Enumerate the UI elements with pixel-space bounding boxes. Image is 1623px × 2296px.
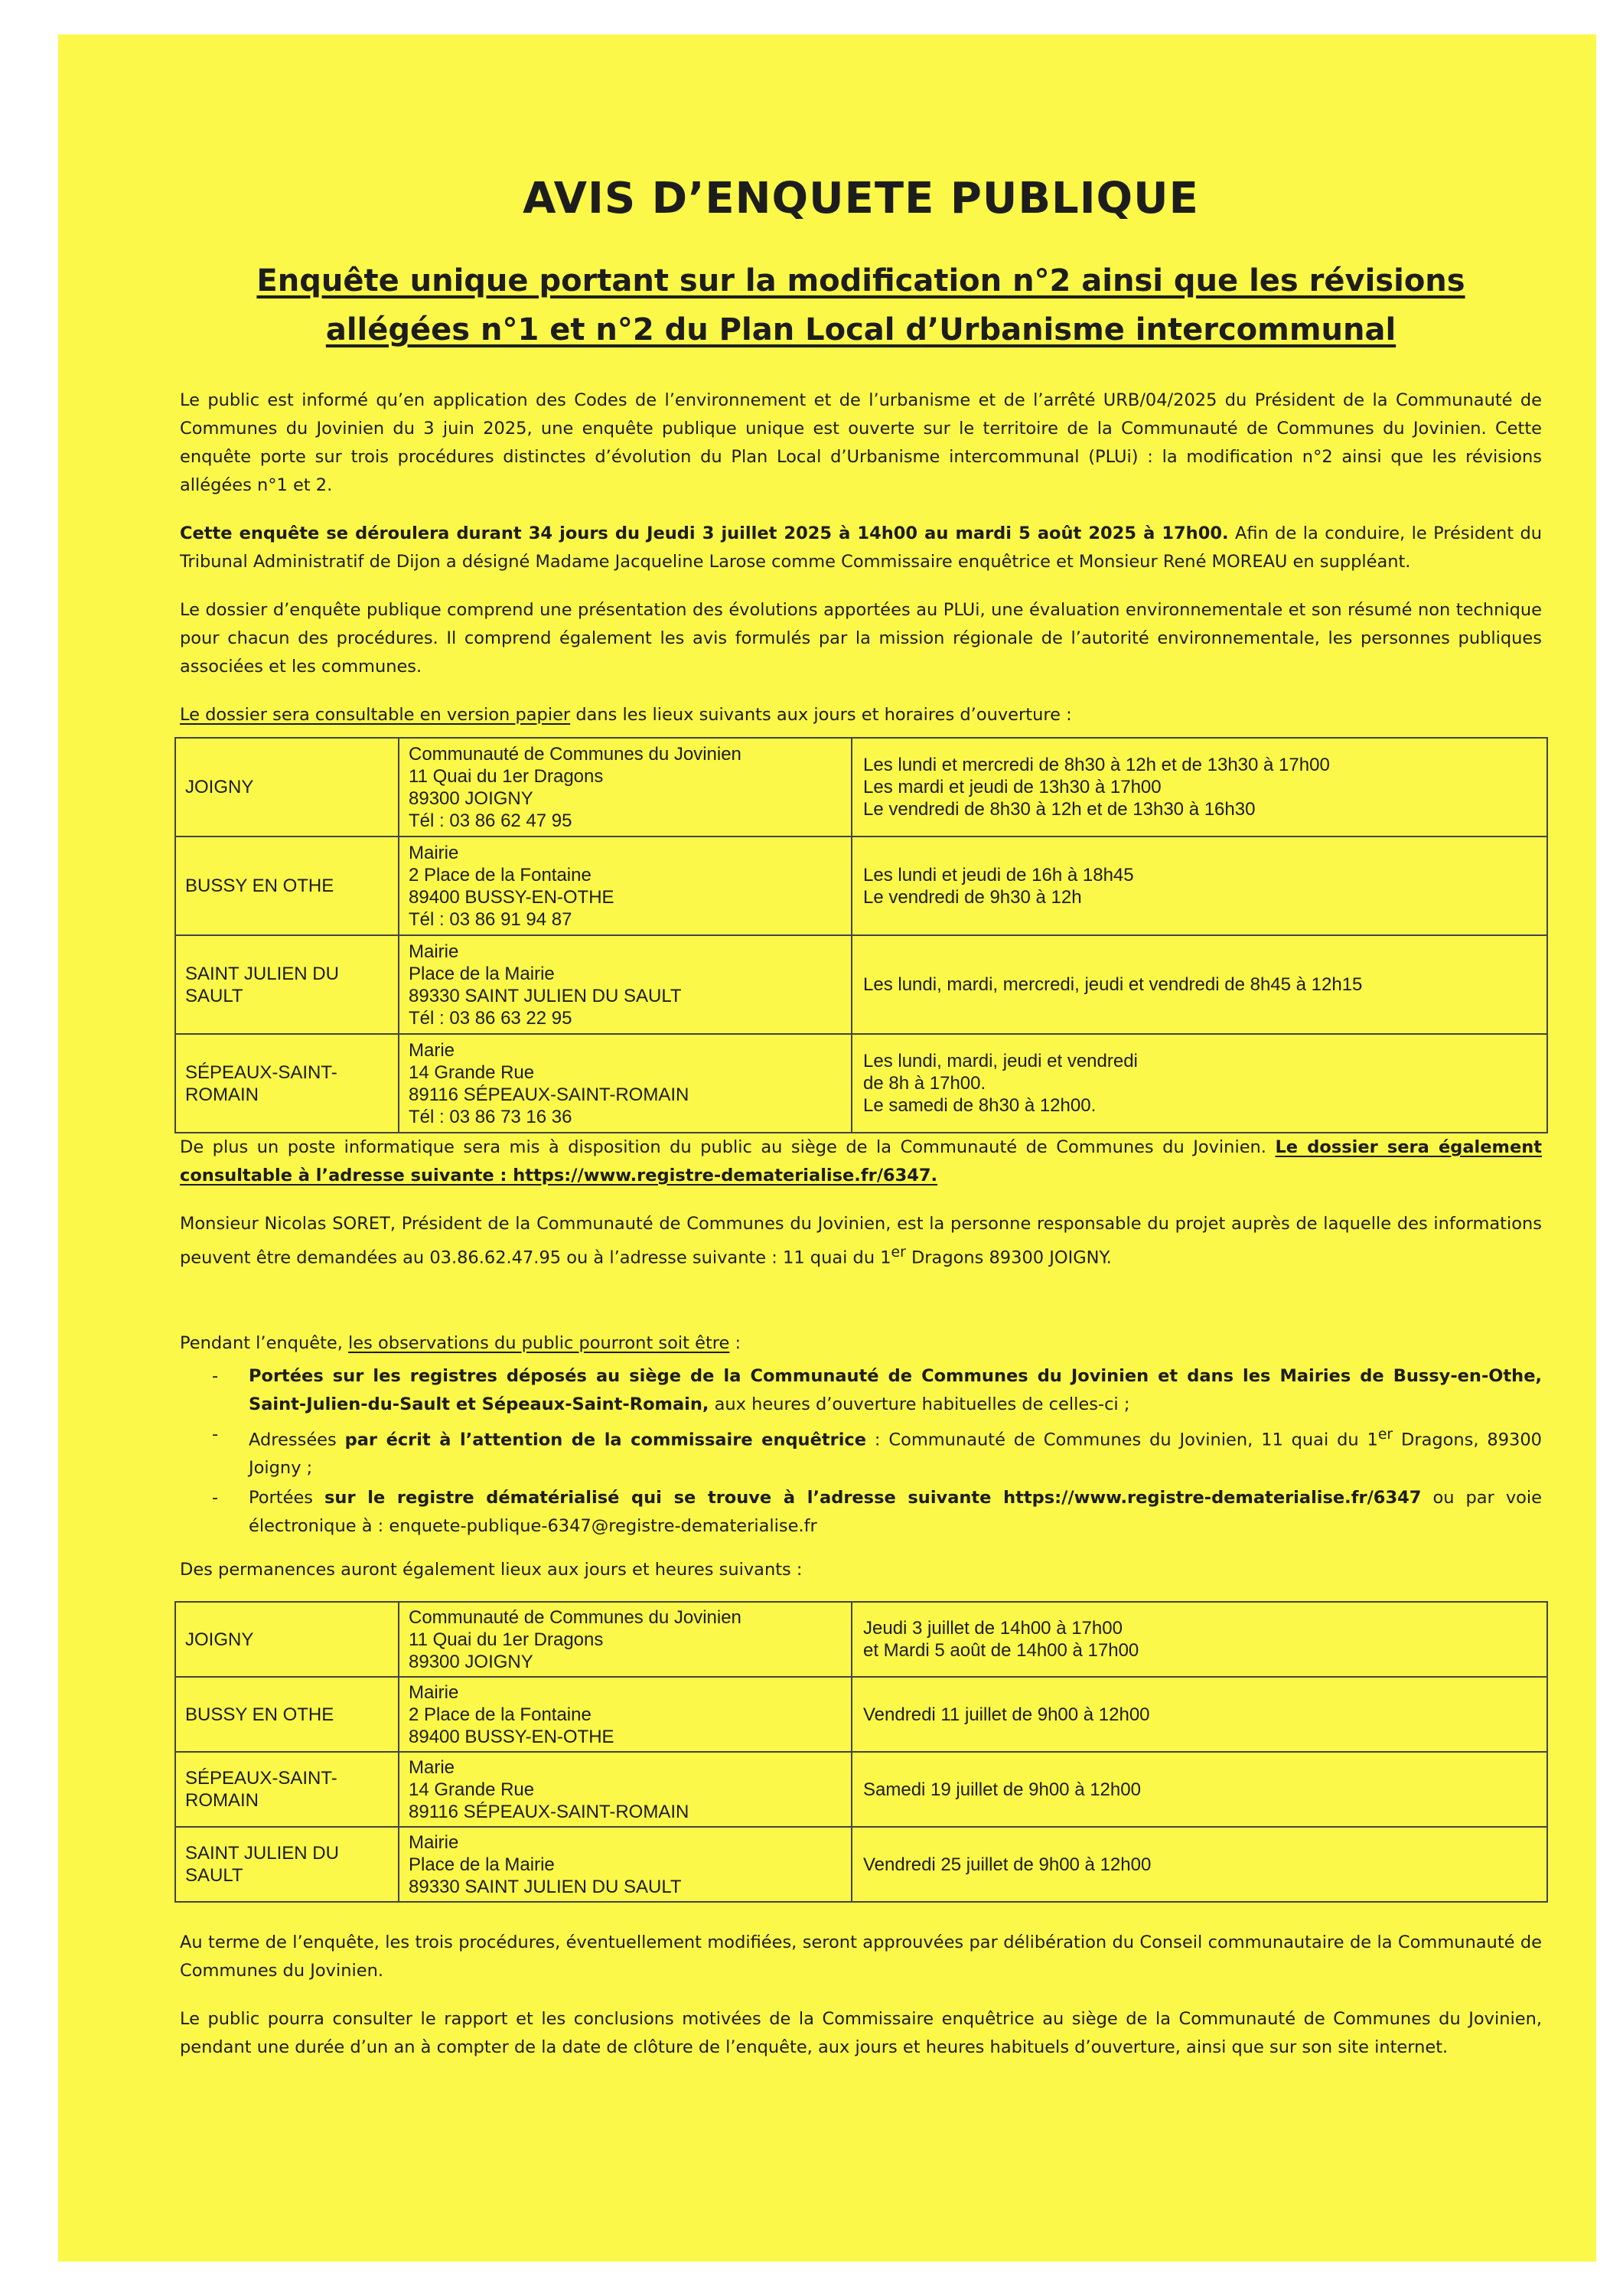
hours-cell <box>852 1034 1547 1133</box>
address-cell-line: 89300 JOIGNY <box>409 788 533 809</box>
address-cell <box>399 1034 852 1133</box>
hours-cell <box>852 738 1547 837</box>
address-cell-line: Tél : 03 86 73 16 36 <box>409 1106 572 1127</box>
hours-cell-line: de 8h à 17h00. <box>863 1073 986 1094</box>
subtitle-line-2: allégées n°1 et n°2 du Plan Local d’Urbanisme intercommunal <box>325 312 1396 347</box>
dossier-paragraph: Le dossier d’enquête publique comprend une présentation des évolutions apportées au PLUi, une évaluation environnementale et son résumé non technique pour chacun des procédures. Il comprend également les avis formulés par la mission régionale de l’autorité environnementale, les personnes publiques associées et les communes. <box>180 600 1542 677</box>
place-cell <box>175 1827 399 1902</box>
address-cell-line: Marie <box>409 1756 455 1778</box>
consult-rest: dans les lieux suivants aux jours et horaires d’ouverture : <box>570 705 1072 725</box>
hours-cell <box>852 837 1547 935</box>
address-cell <box>399 1677 852 1752</box>
hours-cell-line: Samedi 19 juillet de 9h00 à 12h00 <box>863 1779 1141 1800</box>
obs-2-a: Adressées <box>249 1430 345 1450</box>
obs-3-bold: sur le registre dématérialisé qui se trouve à l’adresse suivante https://www.registre-dematerialise.fr/6347 <box>324 1488 1422 1508</box>
address-cell-line: 11 Quai du 1er Dragons <box>409 765 604 787</box>
hours-cell <box>852 1827 1547 1902</box>
address-cell <box>399 1827 852 1902</box>
place-cell <box>175 1677 399 1752</box>
address-cell-line: Place de la Mairie <box>409 963 555 984</box>
table-row <box>175 1752 1547 1827</box>
place-cell-line: JOIGNY <box>185 1629 254 1650</box>
hours-cell-line: Les lundi et jeudi de 16h à 18h45 <box>863 864 1134 885</box>
address-cell-line: 89400 BUSSY-EN-OTHE <box>409 886 614 908</box>
address-cell-line: 11 Quai du 1er Dragons <box>409 1629 604 1650</box>
address-cell-line: 2 Place de la Fontaine <box>409 1704 592 1725</box>
address-cell-line: Mairie <box>409 941 459 962</box>
table-row <box>175 1602 1547 1677</box>
hours-cell-line: Vendredi 25 juillet de 9h00 à 12h00 <box>863 1854 1152 1875</box>
address-cell <box>399 837 852 935</box>
observation-item-online <box>180 1484 1542 1541</box>
hours-cell-line: Vendredi 11 juillet de 9h00 à 12h00 <box>863 1704 1150 1725</box>
hours-cell <box>852 935 1547 1034</box>
address-cell <box>399 935 852 1034</box>
obs-1-bold: Portées sur les registres déposés au siège de la Communauté de Communes du Jovinien et dans les Mairies de Bussy-en-Othe, Saint-Julien-du-Sault et Sépeaux-Saint-Romain, <box>249 1365 1542 1414</box>
table-row <box>175 1827 1547 1902</box>
address-cell-line: Mairie <box>409 842 459 863</box>
obs-2-bold: par écrit à l’attention de la commissaire enquêtrice <box>344 1430 867 1450</box>
poste-paragraph <box>180 1133 1542 1190</box>
obs-intro-underlined: les observations du public pourront soit être <box>348 1332 730 1353</box>
obs-2-rest: : Communauté de Communes du Jovinien, 11 quai du 1 <box>866 1430 1378 1450</box>
address-cell-line: 89116 SÉPEAUX-SAINT-ROMAIN <box>409 1084 689 1105</box>
place-cell-line: SAINT JULIEN DU SAULT <box>185 963 339 1006</box>
responsable-sup: er <box>891 1244 906 1261</box>
address-cell-line: 14 Grande Rue <box>409 1062 535 1083</box>
address-cell-line: Mairie <box>409 1681 459 1703</box>
address-cell <box>399 738 852 837</box>
permanences-table <box>174 1601 1548 1903</box>
address-cell-line: 89330 SAINT JULIEN DU SAULT <box>409 1876 682 1897</box>
notice-subtitle <box>180 256 1542 354</box>
address-cell-line: 89330 SAINT JULIEN DU SAULT <box>409 985 682 1006</box>
observations-list <box>180 1362 1542 1541</box>
notice-content <box>180 172 1542 2082</box>
address-cell-line: Tél : 03 86 63 22 95 <box>409 1007 572 1029</box>
hours-cell-line: Les lundi, mardi, jeudi et vendredi <box>863 1051 1138 1071</box>
table-row <box>175 738 1547 837</box>
subtitle-line-1: Enquête unique portant sur la modification n°2 ainsi que les révisions <box>256 263 1465 298</box>
address-cell-line: Place de la Mairie <box>409 1854 555 1875</box>
address-cell-line: 2 Place de la Fontaine <box>409 864 592 885</box>
table-row <box>175 1677 1547 1752</box>
observation-item-registers <box>180 1362 1542 1419</box>
dates-paragraph <box>180 520 1542 576</box>
observation-item-letter <box>180 1420 1542 1483</box>
consult-paragraph <box>180 701 1542 729</box>
obs-intro-end: : <box>729 1332 741 1353</box>
poste-link[interactable]: Le dossier sera également consultable à l’adresse suivante : https://www.registre-dematerialise.fr/6347. <box>180 1137 1542 1186</box>
address-cell-line: Tél : 03 86 62 47 95 <box>409 810 572 831</box>
address-cell-line: Tél : 03 86 91 94 87 <box>409 908 572 930</box>
address-cell-line: Mairie <box>409 1831 459 1853</box>
obs-3-a: Portées <box>249 1488 325 1508</box>
address-cell-line: 89400 BUSSY-EN-OTHE <box>409 1726 614 1747</box>
obs-2-end: Dragons, 89300 Joigny ; <box>249 1430 1542 1478</box>
poste-text: De plus un poste informatique sera mis à disposition du public au siège de la Communauté de Communes du Jovinien. <box>180 1137 1276 1157</box>
responsable-end: Dragons 89300 JOIGNY. <box>905 1247 1112 1268</box>
obs-1-rest: aux heures d’ouverture habituelles de celles-ci ; <box>709 1394 1130 1414</box>
responsable-text: Monsieur Nicolas SORET, Président de la Communauté de Communes du Jovinien, est la personne responsable du projet auprès de laquelle des informations peuvent être demandées au 03.86.62.47.95 ou à l’adresse suivante : 11 quai du 1 <box>180 1214 1542 1268</box>
hours-cell-line: Les lundi et mercredi de 8h30 à 12h et de 13h30 à 17h00 <box>863 755 1330 775</box>
hours-cell-line: Les mardi et jeudi de 13h30 à 17h00 <box>863 777 1162 797</box>
place-cell-line: SÉPEAUX-SAINT-ROMAIN <box>185 1768 337 1811</box>
address-cell-line: Communauté de Communes du Jovinien <box>409 1606 741 1628</box>
hours-cell <box>852 1752 1547 1827</box>
address-cell <box>399 1602 852 1677</box>
hours-cell-line: Les lundi, mardi, mercredi, jeudi et vendredi de 8h45 à 12h15 <box>863 974 1363 995</box>
hours-cell-line: Le samedi de 8h30 à 12h00. <box>863 1095 1097 1116</box>
obs-2-sup: er <box>1377 1426 1393 1443</box>
address-cell-line: 89116 SÉPEAUX-SAINT-ROMAIN <box>409 1801 689 1822</box>
place-cell-line: SAINT JULIEN DU SAULT <box>185 1843 339 1886</box>
place-cell-line: BUSSY EN OTHE <box>185 876 334 896</box>
table-row <box>175 935 1547 1034</box>
place-cell <box>175 935 399 1034</box>
place-cell <box>175 1602 399 1677</box>
notice-title: AVIS D’ENQUETE PUBLIQUE <box>523 174 1199 223</box>
permanences-intro: Des permanences auront également lieux aux jours et heures suivants : <box>180 1560 803 1580</box>
hours-cell-line: Jeudi 3 juillet de 14h00 à 17h00 <box>863 1618 1123 1639</box>
hours-cell-line: Le vendredi de 9h30 à 12h <box>863 886 1082 908</box>
observations-intro <box>180 1329 1542 1358</box>
intro-paragraph: Le public est informé qu’en application des Codes de l’environnement et de l’urbanisme et de l’arrêté URB/04/2025 du Président de la Communauté de Communes du Jovinien du 3 juin 2025, une enquête publique unique est ouverte sur le territoire de la Communauté de Communes du Jovinien. Cette enquête porte sur trois procédures distinctes d’évolution du Plan Local d’Urbanisme intercommunal (PLUi) : la modification n°2 ainsi que les révisions allégées n°1 et 2. <box>180 390 1542 495</box>
place-cell-line: SÉPEAUX-SAINT-ROMAIN <box>185 1062 337 1105</box>
place-cell <box>175 1752 399 1827</box>
table-row <box>175 1034 1547 1133</box>
consultation-table <box>174 737 1548 1133</box>
table-row <box>175 837 1547 935</box>
address-cell <box>399 1752 852 1827</box>
hours-cell-line: Le vendredi de 8h30 à 12h et de 13h30 à 16h30 <box>863 799 1256 820</box>
address-cell-line: Communauté de Communes du Jovinien <box>409 743 741 765</box>
place-cell <box>175 738 399 837</box>
obs-3-rest: ou par voie électronique à : enquete-publique-6347@registre-dematerialise.fr <box>249 1488 1542 1536</box>
conclusion-paragraph-1: Au terme de l’enquête, les trois procédures, éventuellement modifiées, seront approuvées par délibération du Conseil communautaire de la Communauté de Communes du Jovinien. <box>180 1932 1542 1981</box>
place-cell <box>175 1034 399 1133</box>
consult-underlined: Le dossier sera consultable en version papier <box>180 705 571 725</box>
obs-intro-text: Pendant l’enquête, <box>180 1332 349 1353</box>
conclusion-paragraph-2: Le public pourra consulter le rapport et les conclusions motivées de la Commissaire enquêtrice au siège de la Communauté de Communes du Jovinien, pendant une durée d’un an à compter de la date de clôture de l’enquête, aux jours et heures habituels d’ouverture, ainsi que sur son site internet. <box>180 2009 1542 2057</box>
place-cell-line: JOIGNY <box>185 777 254 797</box>
hours-cell-line: et Mardi 5 août de 14h00 à 17h00 <box>863 1640 1139 1661</box>
address-cell-line: Marie <box>409 1039 455 1061</box>
hours-cell <box>852 1602 1547 1677</box>
dates-bold: Cette enquête se déroulera durant 34 jours du Jeudi 3 juillet 2025 à 14h00 au mardi 5 août 2025 à 17h00. <box>180 523 1229 543</box>
yellow-notice-sheet <box>58 34 1596 2262</box>
place-cell-line: BUSSY EN OTHE <box>185 1704 334 1725</box>
hours-cell <box>852 1677 1547 1752</box>
address-cell-line: 89300 JOIGNY <box>409 1651 533 1672</box>
responsable-paragraph <box>180 1210 1542 1273</box>
place-cell <box>175 837 399 935</box>
dates-rest: Afin de la conduire, le Président du Tribunal Administratif de Dijon a désigné Madame Jacqueline Larose comme Commissaire enquêtrice et Monsieur René MOREAU en suppléant. <box>180 523 1542 572</box>
address-cell-line: 14 Grande Rue <box>409 1779 535 1800</box>
